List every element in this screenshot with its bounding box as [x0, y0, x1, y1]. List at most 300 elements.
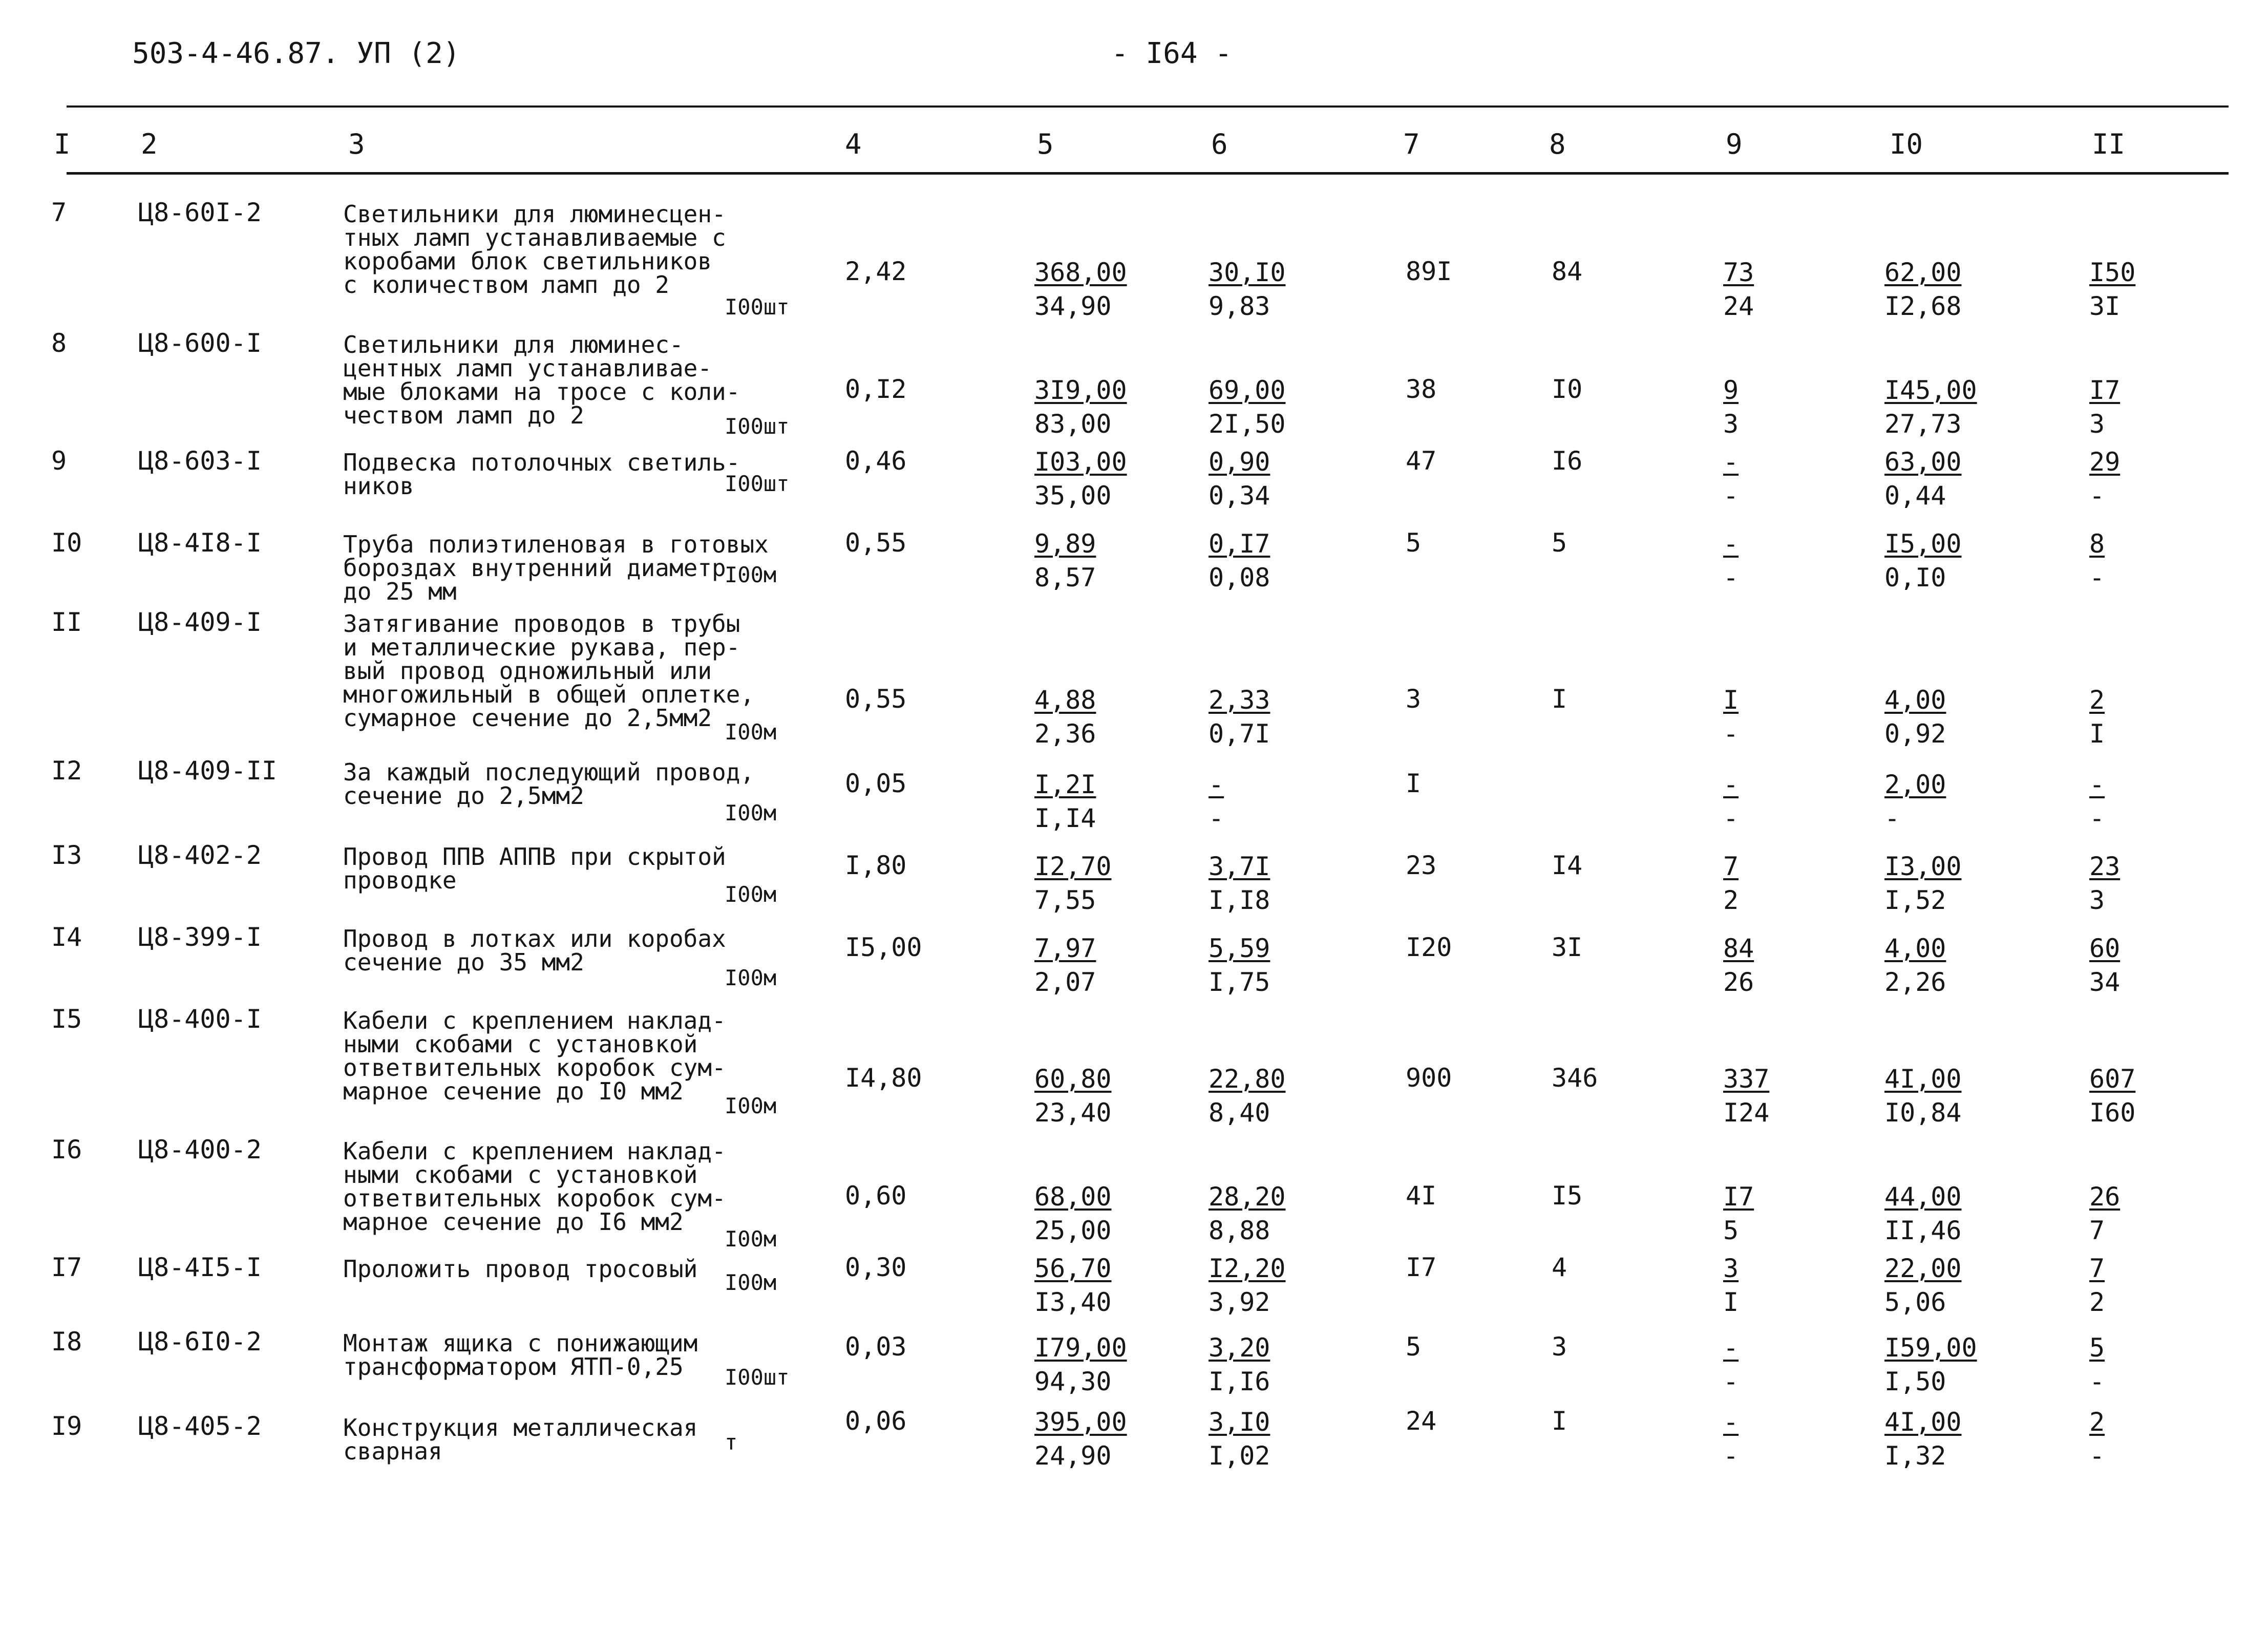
value-c5 — [1034, 1063, 1123, 1129]
value-top: 60,80 — [1034, 1064, 1112, 1094]
work-description — [343, 200, 804, 299]
column-number-7: 7 — [1403, 128, 1420, 160]
description-line: Светильники для люминес- — [343, 331, 684, 358]
value-c5 — [1034, 446, 1138, 512]
value-top: 337 — [1723, 1064, 1770, 1094]
value-bottom: 34,90 — [1034, 291, 1112, 321]
value-c10 — [1884, 446, 1973, 512]
value-c9 — [1723, 1063, 1781, 1129]
value-bottom: 3 — [2089, 409, 2105, 439]
description-line: вый провод одножильный или — [343, 657, 712, 685]
value-c9 — [1723, 256, 1765, 323]
value-c9 — [1723, 850, 1750, 917]
column-number-4: 4 — [845, 128, 862, 160]
value-top: I — [1723, 685, 1739, 715]
rate-code: Ц8-405-2 — [138, 1411, 262, 1441]
value-bottom: 3I — [2089, 291, 2121, 321]
value-bottom: - — [2089, 1441, 2105, 1471]
value-top: 22,80 — [1209, 1064, 1286, 1094]
rate-code: Ц8-4I5-I — [138, 1253, 262, 1282]
row-number: I6 — [51, 1135, 82, 1164]
row-number: I9 — [51, 1411, 82, 1441]
rate-code: Ц8-402-2 — [138, 840, 262, 870]
work-description — [343, 333, 804, 427]
value-bottom: I3,40 — [1034, 1287, 1112, 1317]
rate-code: Ц8-400-2 — [138, 1135, 262, 1164]
value-c10 — [1884, 1180, 1973, 1247]
value-c5 — [1034, 768, 1107, 835]
value-top: 9,89 — [1034, 529, 1096, 559]
quantity: 0,55 — [845, 684, 907, 714]
value-bottom: 0,92 — [1884, 719, 1946, 749]
value-c6 — [1209, 684, 1281, 750]
value-bottom: - — [2089, 563, 2105, 592]
quantity: 0,60 — [845, 1181, 907, 1211]
value-c7: 3 — [1406, 684, 1422, 714]
value-c7: 5 — [1406, 1332, 1422, 1362]
value-bottom: I,75 — [1209, 967, 1270, 997]
measure-unit: I00шт — [725, 294, 790, 320]
rate-code: Ц8-4I8-I — [138, 528, 262, 558]
value-top: 4,00 — [1884, 685, 1946, 715]
description-line: Кабели с креплением наклад- — [343, 1007, 726, 1034]
column-number-8: 8 — [1549, 128, 1566, 160]
description-line: коробами блок светильников — [343, 247, 712, 275]
description-line: проводке — [343, 866, 457, 894]
value-top: I7 — [1723, 1182, 1754, 1212]
value-bottom: 8,40 — [1209, 1098, 1270, 1128]
description-line: тных ламп устанавливаемые с — [343, 224, 726, 251]
value-c9 — [1723, 1331, 1750, 1398]
value-bottom: 8,88 — [1209, 1216, 1270, 1245]
value-bottom: 94,30 — [1034, 1367, 1112, 1396]
value-top: I03,00 — [1034, 447, 1127, 477]
description-line: до 25 мм — [343, 578, 457, 605]
value-c10 — [1884, 932, 1957, 999]
rate-code: Ц8-600-I — [138, 328, 262, 358]
value-bottom: 7 — [2089, 1216, 2105, 1245]
column-header-rule — [67, 172, 2229, 175]
value-c9 — [1723, 374, 1750, 440]
value-c6 — [1209, 1063, 1297, 1129]
value-bottom: 35,00 — [1034, 481, 1112, 511]
column-number-5: 5 — [1037, 128, 1054, 160]
description-line: Провод в лотках или коробах — [343, 925, 726, 952]
value-bottom: I24 — [1723, 1098, 1770, 1128]
value-c6 — [1209, 1331, 1281, 1398]
value-c8: 3I — [1552, 932, 1583, 962]
measure-unit: I00шт — [725, 414, 790, 439]
value-top: - — [1723, 529, 1739, 559]
value-c7: I20 — [1406, 932, 1452, 962]
value-c6 — [1209, 527, 1281, 594]
value-c8: I — [1552, 1406, 1567, 1436]
value-top: I79,00 — [1034, 1333, 1127, 1363]
value-c11 — [2089, 1252, 2116, 1319]
value-c8: 3 — [1552, 1332, 1567, 1362]
column-number-11: II — [2092, 128, 2126, 160]
value-c10 — [1884, 684, 1957, 750]
value-c5 — [1034, 374, 1138, 440]
row-number: I3 — [51, 840, 82, 870]
rate-code: Ц8-409-I — [138, 607, 262, 637]
value-bottom: I,50 — [1884, 1367, 1946, 1396]
value-top: 395,00 — [1034, 1407, 1127, 1437]
value-c7: 23 — [1406, 851, 1437, 880]
value-c8: 4 — [1552, 1253, 1567, 1282]
value-top: I2,20 — [1209, 1254, 1286, 1283]
value-c6 — [1209, 1180, 1297, 1247]
value-bottom: 34 — [2089, 967, 2121, 997]
description-line: центных ламп устанавливае- — [343, 354, 712, 382]
description-line: чеством ламп до 2 — [343, 401, 584, 429]
value-c5 — [1034, 850, 1123, 917]
value-c6 — [1209, 1252, 1297, 1319]
value-top: 23 — [2089, 852, 2121, 881]
description-line: сечение до 2,5мм2 — [343, 782, 584, 810]
value-c5 — [1034, 1406, 1138, 1472]
row-number: I8 — [51, 1327, 82, 1356]
value-c9 — [1723, 684, 1750, 750]
value-c11 — [2089, 256, 2147, 323]
measure-unit: I00м — [725, 800, 777, 825]
value-bottom: I0,84 — [1884, 1098, 1962, 1128]
document-code: 503-4-46.87. УП (2) — [132, 37, 460, 70]
description-line: сварная — [343, 1437, 442, 1465]
row-number: I7 — [51, 1253, 82, 1282]
value-bottom: - — [1723, 1441, 1739, 1471]
value-bottom: I2,68 — [1884, 291, 1962, 321]
description-line: ными скобами с установкой — [343, 1030, 698, 1058]
description-line: ными скобами с установкой — [343, 1161, 698, 1189]
value-bottom: 3 — [2089, 885, 2105, 915]
value-c7: 47 — [1406, 446, 1437, 476]
value-top: 3,20 — [1209, 1333, 1270, 1363]
value-c7: 900 — [1406, 1063, 1452, 1093]
value-c6 — [1209, 1406, 1281, 1472]
value-c11 — [2089, 850, 2131, 917]
value-top: 2,33 — [1209, 685, 1270, 715]
value-bottom: I,I8 — [1209, 885, 1270, 915]
top-rule — [67, 105, 2229, 108]
value-c8: 346 — [1552, 1063, 1598, 1093]
value-bottom: 27,73 — [1884, 409, 1962, 439]
value-bottom: 3 — [1723, 409, 1739, 439]
description-line: ников — [343, 472, 414, 500]
value-bottom: - — [2089, 1367, 2105, 1396]
description-line: Провод ППВ АППВ при скрытой — [343, 843, 726, 871]
value-c10 — [1884, 527, 1973, 594]
description-line: Светильники для люминесцен- — [343, 200, 726, 228]
value-c8: I0 — [1552, 374, 1583, 404]
quantity: 0,55 — [845, 528, 907, 558]
value-c11 — [2089, 374, 2131, 440]
row-number: 7 — [51, 198, 67, 227]
value-bottom: 8,57 — [1034, 563, 1096, 592]
description-line: марное сечение до I0 мм2 — [343, 1077, 684, 1105]
value-top: 368,00 — [1034, 258, 1127, 287]
value-c10 — [1884, 1063, 1973, 1129]
value-c9 — [1723, 1180, 1765, 1247]
rate-code: Ц8-409-II — [138, 756, 277, 786]
value-bottom: 5,06 — [1884, 1287, 1946, 1317]
value-c8: I — [1552, 684, 1567, 714]
value-c7: 4I — [1406, 1181, 1437, 1211]
value-top: 68,00 — [1034, 1182, 1112, 1212]
value-top: I45,00 — [1884, 375, 1977, 405]
work-description — [343, 1009, 804, 1103]
value-top: 3 — [1723, 1254, 1739, 1283]
value-top: 7 — [1723, 852, 1739, 881]
value-c9 — [1723, 768, 1750, 835]
quantity: 2,42 — [845, 257, 907, 286]
column-number-2: 2 — [141, 128, 158, 160]
value-bottom: I — [1723, 1287, 1739, 1317]
quantity: 0,05 — [845, 769, 907, 798]
value-top: - — [1723, 1333, 1739, 1363]
value-bottom: 2I,50 — [1209, 409, 1286, 439]
value-c10 — [1884, 768, 1957, 835]
value-c6 — [1209, 374, 1297, 440]
description-line: ответвительных коробок сум- — [343, 1184, 726, 1212]
value-c11 — [2089, 1406, 2116, 1472]
quantity: 0,46 — [845, 446, 907, 476]
quantity: 0,06 — [845, 1406, 907, 1436]
value-c9 — [1723, 1252, 1750, 1319]
page-number: - I64 - — [1111, 37, 1233, 70]
value-top: 4,00 — [1884, 934, 1946, 963]
value-bottom: 9,83 — [1209, 291, 1270, 321]
value-bottom: 0,08 — [1209, 563, 1270, 592]
value-c10 — [1884, 850, 1973, 917]
description-line: сумарное сечение до 2,5мм2 — [343, 704, 712, 732]
value-bottom: I60 — [2089, 1098, 2136, 1128]
measure-unit: I00м — [725, 1270, 777, 1295]
value-bottom: 0,I0 — [1884, 563, 1946, 592]
value-c9 — [1723, 446, 1750, 512]
value-bottom: 7,55 — [1034, 885, 1096, 915]
value-c5 — [1034, 932, 1107, 999]
value-bottom: 2 — [1723, 885, 1739, 915]
measure-unit: т — [725, 1430, 738, 1455]
description-line: ответвительных коробок сум- — [343, 1054, 726, 1081]
description-line: За каждый последующий провод, — [343, 758, 755, 786]
measure-unit: I00м — [725, 1226, 777, 1252]
value-c7: I — [1406, 769, 1422, 798]
quantity: 0,03 — [845, 1332, 907, 1362]
description-line: Проложить провод тросовый — [343, 1255, 698, 1283]
value-top: 7 — [2089, 1254, 2105, 1283]
value-top: I2,70 — [1034, 852, 1112, 881]
value-bottom: I,I4 — [1034, 803, 1096, 833]
value-c11 — [2089, 684, 2116, 750]
value-bottom: - — [1723, 803, 1739, 833]
value-c6 — [1209, 932, 1281, 999]
value-bottom: 5 — [1723, 1216, 1739, 1245]
value-c8: 5 — [1552, 528, 1567, 558]
value-bottom: 25,00 — [1034, 1216, 1112, 1245]
value-top: 3I9,00 — [1034, 375, 1127, 405]
value-bottom: - — [1723, 563, 1739, 592]
work-description — [343, 1139, 804, 1234]
row-number: 8 — [51, 328, 67, 358]
value-bottom: - — [2089, 481, 2105, 511]
description-line: мые блоками на тросе с коли- — [343, 378, 740, 406]
value-c7: 89I — [1406, 257, 1452, 286]
value-top: - — [2089, 770, 2105, 799]
measure-unit: I00м — [725, 1093, 777, 1118]
value-c8: I6 — [1552, 446, 1583, 476]
description-line: сечение до 35 мм2 — [343, 948, 584, 976]
value-c10 — [1884, 256, 1973, 323]
quantity: 0,I2 — [845, 374, 907, 404]
rate-code: Ц8-400-I — [138, 1004, 262, 1034]
column-number-9: 9 — [1726, 128, 1743, 160]
value-top: 69,00 — [1209, 375, 1286, 405]
description-line: Кабели с креплением наклад- — [343, 1137, 726, 1165]
value-top: 5 — [2089, 1333, 2105, 1363]
row-number: I0 — [51, 528, 82, 558]
rate-code: Ц8-6I0-2 — [138, 1327, 262, 1356]
value-top: 84 — [1723, 934, 1754, 963]
value-c6 — [1209, 768, 1235, 835]
value-top: 2,00 — [1884, 770, 1946, 799]
value-bottom: 2 — [2089, 1287, 2105, 1317]
column-number-10: I0 — [1890, 128, 1923, 160]
description-line: Подвеска потолочных светиль- — [343, 449, 740, 476]
row-number: I4 — [51, 922, 82, 952]
value-bottom: 0,7I — [1209, 719, 1270, 749]
value-bottom: 83,00 — [1034, 409, 1112, 439]
value-top: 73 — [1723, 258, 1754, 287]
value-top: 3,7I — [1209, 852, 1270, 881]
value-top: 2 — [2089, 1407, 2105, 1437]
value-bottom: 24,90 — [1034, 1441, 1112, 1471]
value-bottom: 26 — [1723, 967, 1754, 997]
value-c8: 84 — [1552, 257, 1583, 286]
value-c5 — [1034, 256, 1138, 323]
value-c6 — [1209, 446, 1281, 512]
column-number-1: I — [54, 128, 71, 160]
value-c11 — [2089, 1180, 2131, 1247]
value-top: 44,00 — [1884, 1182, 1962, 1212]
value-c7: 24 — [1406, 1406, 1437, 1436]
value-bottom: I,32 — [1884, 1441, 1946, 1471]
description-line: и металлические рукава, пер- — [343, 633, 740, 661]
value-top: 8 — [2089, 529, 2105, 559]
row-number: I2 — [51, 756, 82, 786]
description-line: Конструкция металлическая — [343, 1414, 698, 1441]
value-bottom: - — [1884, 803, 1900, 833]
value-top: 7,97 — [1034, 934, 1096, 963]
value-top: I50 — [2089, 258, 2136, 287]
value-c11 — [2089, 1331, 2116, 1398]
value-c9 — [1723, 527, 1750, 594]
value-bottom: I,52 — [1884, 885, 1946, 915]
value-c5 — [1034, 1180, 1123, 1247]
value-bottom: I,I6 — [1209, 1367, 1270, 1396]
description-line: Монтаж ящика с понижающим — [343, 1329, 698, 1357]
value-bottom: 2,07 — [1034, 967, 1096, 997]
value-top: 4I,00 — [1884, 1407, 1962, 1437]
value-top: 9 — [1723, 375, 1739, 405]
value-bottom: 0,44 — [1884, 481, 1946, 511]
quantity: 0,30 — [845, 1253, 907, 1282]
value-top: - — [1723, 1407, 1739, 1437]
value-top: 56,70 — [1034, 1254, 1112, 1283]
value-top: - — [1723, 447, 1739, 477]
value-bottom: 0,34 — [1209, 481, 1270, 511]
description-line: бороздах внутренний диаметр — [343, 554, 726, 582]
value-top: 2 — [2089, 685, 2105, 715]
value-c9 — [1723, 932, 1765, 999]
value-top: 28,20 — [1209, 1182, 1286, 1212]
measure-unit: I00м — [725, 562, 777, 587]
value-top: 4I,00 — [1884, 1064, 1962, 1094]
value-top: 0,90 — [1209, 447, 1270, 477]
value-c11 — [2089, 527, 2116, 594]
value-bottom: II,46 — [1884, 1216, 1962, 1245]
value-bottom: - — [1209, 803, 1224, 833]
value-bottom: - — [1723, 481, 1739, 511]
value-c11 — [2089, 1063, 2147, 1129]
value-c5 — [1034, 527, 1107, 594]
value-bottom: 23,40 — [1034, 1098, 1112, 1128]
row-number: I5 — [51, 1004, 82, 1034]
quantity: I4,80 — [845, 1063, 922, 1093]
value-bottom: 24 — [1723, 291, 1754, 321]
value-c5 — [1034, 1331, 1138, 1398]
value-top: - — [1723, 770, 1739, 799]
column-number-6: 6 — [1211, 128, 1228, 160]
value-bottom: I — [2089, 719, 2105, 749]
value-c5 — [1034, 684, 1107, 750]
value-c10 — [1884, 1252, 1973, 1319]
description-line: с количеством ламп до 2 — [343, 271, 669, 299]
value-bottom: 2,26 — [1884, 967, 1946, 997]
value-bottom: - — [1723, 1367, 1739, 1396]
value-c6 — [1209, 850, 1281, 917]
value-top: I59,00 — [1884, 1333, 1977, 1363]
value-top: 607 — [2089, 1064, 2136, 1094]
quantity: I,80 — [845, 851, 907, 880]
value-bottom: I,02 — [1209, 1441, 1270, 1471]
value-top: I5,00 — [1884, 529, 1962, 559]
value-top: 63,00 — [1884, 447, 1962, 477]
value-c10 — [1884, 1331, 1988, 1398]
value-c5 — [1034, 1252, 1123, 1319]
value-c11 — [2089, 446, 2131, 512]
row-number: 9 — [51, 446, 67, 476]
value-c11 — [2089, 932, 2131, 999]
rate-code: Ц8-399-I — [138, 922, 262, 952]
value-c9 — [1723, 1406, 1750, 1472]
value-top: 60 — [2089, 934, 2121, 963]
measure-unit: I00м — [725, 719, 777, 745]
value-c7: 38 — [1406, 374, 1437, 404]
rate-code: Ц8-60I-2 — [138, 198, 262, 227]
work-description — [343, 612, 804, 730]
value-top: I7 — [2089, 375, 2121, 405]
description-line: Затягивание проводов в трубы — [343, 610, 740, 638]
value-top: I3,00 — [1884, 852, 1962, 881]
value-top: 0,I7 — [1209, 529, 1270, 559]
rate-code: Ц8-603-I — [138, 446, 262, 476]
quantity: I5,00 — [845, 932, 922, 962]
value-top: - — [1209, 770, 1224, 799]
description-line: многожильный в общей оплетке, — [343, 681, 755, 708]
value-top: 30,I0 — [1209, 258, 1286, 287]
